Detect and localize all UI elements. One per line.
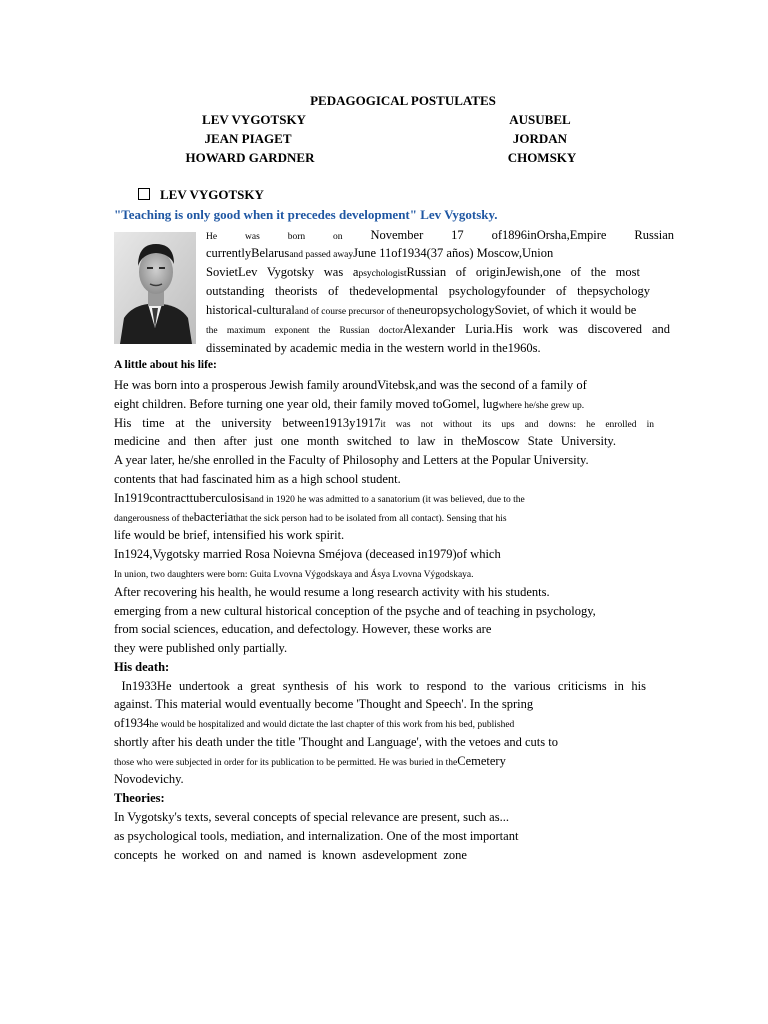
author-right: AUSUBEL: [509, 112, 571, 127]
death-line: against. This material would eventually become 'Thought and Speech'. In the spring: [114, 697, 534, 711]
author-row: [0, 131, 768, 149]
life-line: In1919contracttuberculosisand in 1920 he was admitted to a sanatorium (it was believed, due to the: [114, 491, 525, 505]
death-line: those who were subjected in order for its publication to be permitted. He was buried in theCemetery: [114, 754, 506, 768]
author-row: [0, 112, 768, 130]
bio-line: SovietLev Vygotsky was apsychologistRussian of originJewish,one of the most: [206, 265, 640, 279]
document-title: PEDAGOGICAL POSTULATES: [310, 93, 496, 108]
death-line: Novodevichy.: [114, 772, 184, 786]
section-heading: [138, 187, 264, 203]
bio-line: He was born on November 17 of1896inOrsha,Empire Russian: [206, 228, 674, 242]
death-line: of1934he would be hospitalized and would dictate the last chapter of this work from his bed, published: [114, 716, 515, 730]
portrait-photo: [114, 232, 196, 344]
bio-line: the maximum exponent the Russian doctorAlexander Luria.His work was discovered and: [206, 322, 671, 336]
bio-line: currentlyBelarusand passed awayJune 11of1934(37 años) Moscow,Union: [206, 246, 554, 260]
life-line: life would be brief, intensified his work spirit.: [114, 528, 345, 542]
life-line: He was born into a prosperous Jewish family aroundVitebsk,and was the second of a family of: [114, 378, 587, 392]
life-heading: A little about his life:: [114, 359, 217, 371]
bio-line: disseminated by academic media in the western world in the1960s.: [206, 341, 541, 355]
author-right: JORDAN: [512, 131, 568, 146]
life-line: His time at the university between1913y1917it was not without its ups and downs: he enrolled in: [114, 416, 654, 430]
theories-line: as psychological tools, mediation, and internalization. One of the most important: [114, 829, 519, 843]
author-left: HOWARD GARDNER: [185, 150, 315, 165]
life-line: [114, 564, 474, 584]
life-line: medicine and then after just one month switched to law in theMoscow State University.: [114, 434, 616, 448]
author-right: CHOMSKY: [507, 150, 577, 165]
life-line: from social sciences, education, and defectology. However, these works are: [114, 622, 492, 636]
life-line: After recovering his health, he would resume a long research activity with his students.: [114, 585, 550, 599]
death-heading: His death:: [114, 660, 170, 674]
life-line-small: In union, two daughters were born: Guita Lvovna Výgodskaya and Ásya Lvovna Výgodskaya.: [114, 570, 474, 580]
life-line: they were published only partially.: [114, 641, 288, 655]
life-line: contents that had fascinated him as a high school student.: [114, 472, 401, 486]
author-left: JEAN PIAGET: [204, 131, 292, 146]
life-line: A year later, he/she enrolled in the Faculty of Philosophy and Letters at the Popular University.: [114, 453, 589, 467]
bio-line: historical-culturaland of course precursor of theneuropsychologySoviet, of which it would be: [206, 303, 637, 317]
life-line: dangerousness of thebacteriathat the sick person had to be isolated from all contact). Sensing that his: [114, 510, 507, 524]
theories-line: concepts he worked on and named is known asdevelopment zone: [114, 848, 467, 862]
theories-heading: Theories:: [114, 791, 165, 805]
death-line: In1933He undertook a great synthesis of his work to respond to the various criticisms in his: [114, 679, 646, 693]
bio-line: outstanding theorists of thedevelopmental psychologyfounder of thepsychology: [206, 284, 650, 298]
life-line: In1924,Vygotsky married Rosa Noievna Sméjova (deceased in1979)of which: [114, 547, 501, 561]
death-line: shortly after his death under the title 'Thought and Language', with the vetoes and cuts to: [114, 735, 558, 749]
author-row: [0, 150, 768, 168]
theories-line: In Vygotsky's texts, several concepts of special relevance are present, such as...: [114, 810, 509, 824]
life-line: eight children. Before turning one year old, their family moved toGomel, lugwhere he/she grew up.: [114, 397, 585, 411]
checkbox-bullet-icon: [138, 188, 150, 200]
life-line: emerging from a new cultural historical conception of the psyche and of teaching in psychology,: [114, 604, 596, 618]
quote: "Teaching is only good when it precedes development" Lev Vygotsky.: [114, 207, 498, 222]
section-heading-text: LEV VYGOTSKY: [160, 187, 264, 202]
author-left: LEV VYGOTSKY: [202, 112, 306, 127]
